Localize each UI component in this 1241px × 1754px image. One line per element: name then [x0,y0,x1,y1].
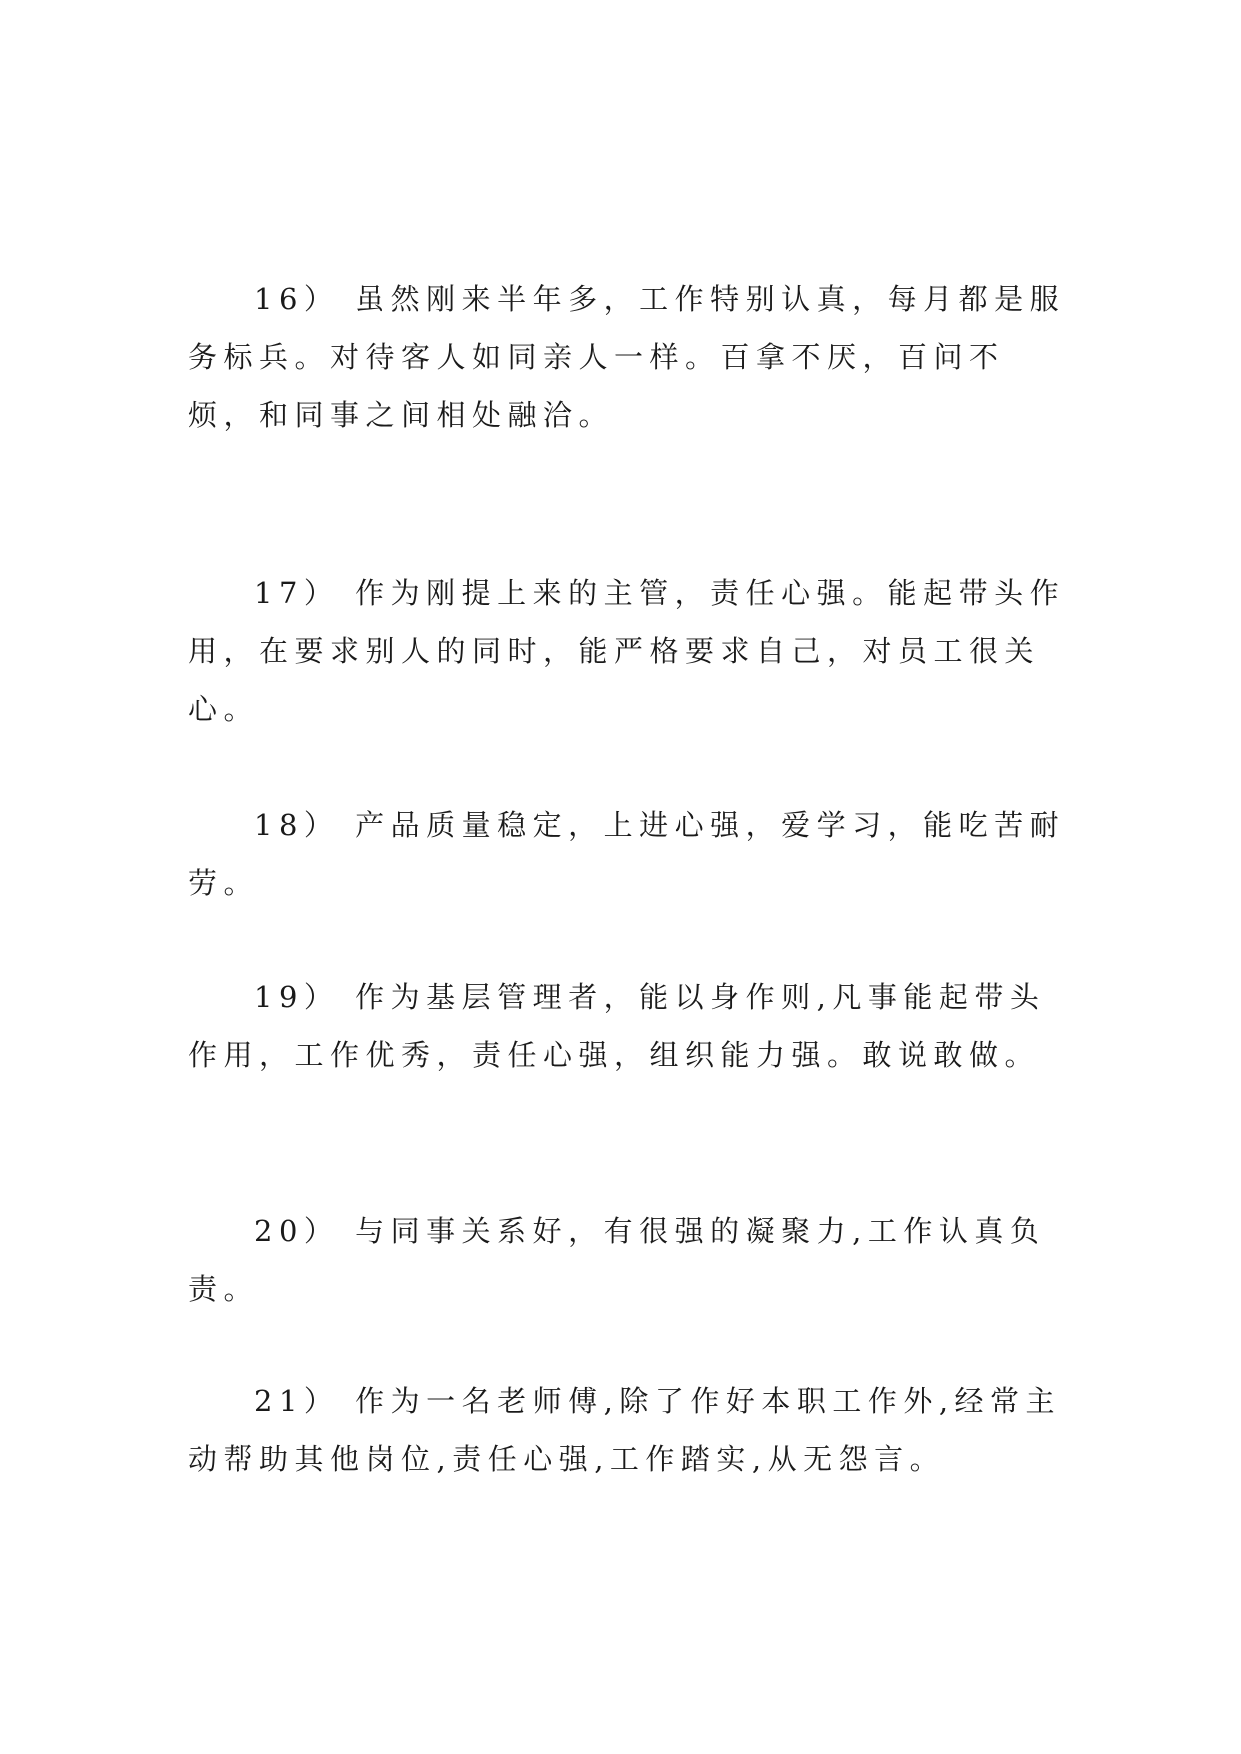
paragraph-18: 18） 产品质量稳定，上进心强，爱学习，能吃苦耐劳。 [188,808,1066,900]
paragraph-16: 16） 虽然刚来半年多，工作特别认真，每月都是服务标兵。对待客人如同亲人一样。百拿不厌，百问不烦，和同事之间相处融洽。 [188,282,1066,432]
paragraph-19: 19） 作为基层管理者，能以身作则,凡事能起带头作用，工作优秀，责任心强，组织能力强。敢说敢做。 [188,980,1046,1072]
paragraph-21: 21） 作为一名老师傅,除了作好本职工作外,经常主动帮助其他岗位,责任心强,工作踏实,从无怨言。 [188,1384,1062,1476]
paragraph-20: 20） 与同事关系好，有很强的凝聚力,工作认真负责。 [188,1214,1046,1306]
paragraph-17: 17） 作为刚提上来的主管，责任心强。能起带头作用，在要求别人的同时，能严格要求自己，对员工很关心。 [188,576,1066,726]
